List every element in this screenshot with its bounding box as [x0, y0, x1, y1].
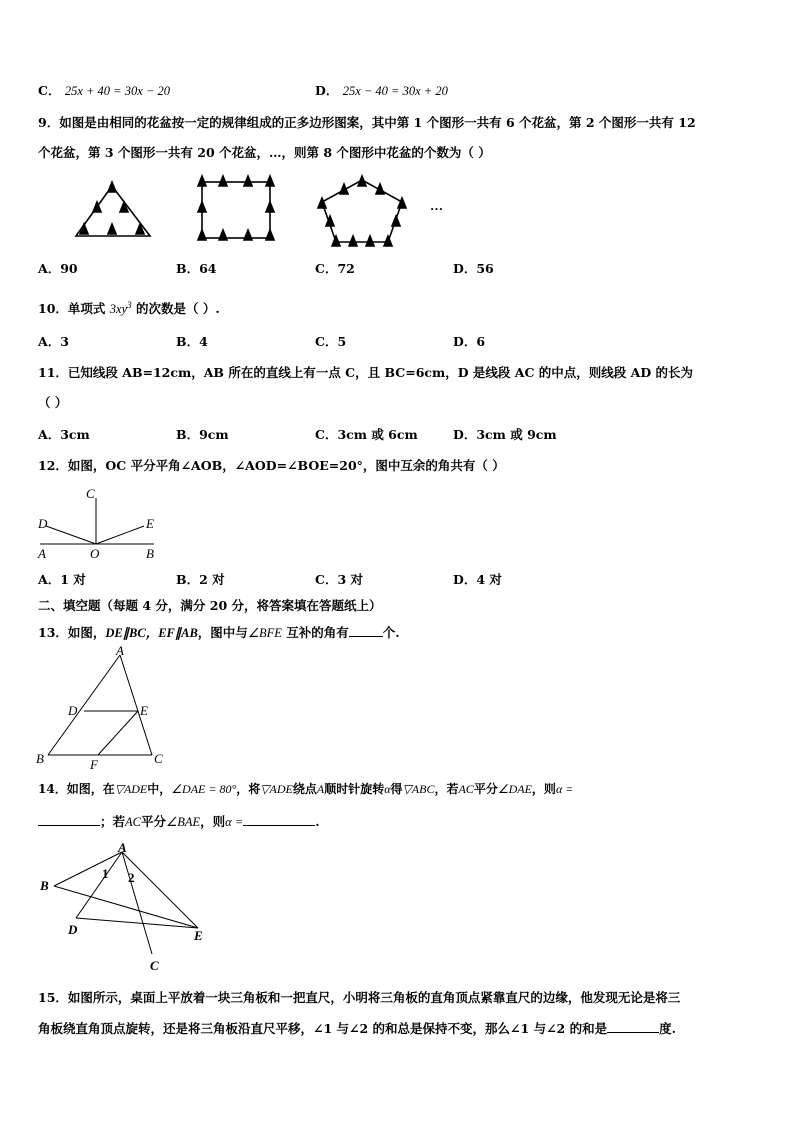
q15-line1: 15．如图所示，桌面上平放着一块三角板和一把直尺，小明将三角板的直角顶点紧靠直尺的边缘，他发现无论是将三	[38, 990, 681, 1005]
q14-l1-f: 得	[390, 782, 403, 796]
q13-stem	[38, 623, 756, 642]
q12-option-b: B．2 对	[176, 572, 225, 587]
q12-option-a: A．1 对	[38, 572, 86, 587]
q14-l1-a: 14．如图，在	[38, 782, 115, 796]
q14-angle1: ∠DAE	[497, 782, 532, 796]
q10-option-a: A．3	[38, 334, 69, 349]
q10-option-b: B．4	[176, 334, 208, 349]
q11-line1: 11．已知线段 AB=12cm，AB 所在的直线上有一点 C，且 BC=6cm，D 是线段 AC 的中点，则线段 AD 的长为	[38, 365, 694, 380]
q13-text-before: 13．如图，	[38, 625, 106, 640]
q13-label-c: C	[154, 751, 163, 766]
q14-ac2: AC	[125, 815, 141, 829]
q11-option-b: B．9cm	[176, 427, 229, 442]
q14-l2-end: .	[315, 814, 320, 829]
q13-label-f: F	[90, 757, 98, 772]
q13-label-d: D	[68, 703, 78, 718]
q9-option-d: D．56	[453, 261, 494, 276]
q13-text-end: 个.	[382, 625, 400, 640]
q9-line1: 9．如图是由相同的花盆按一定的规律组成的正多边形图案，其中第 1 个图形一共有 6 个花盆，第 2 个图形一共有 12	[38, 115, 696, 130]
q8-option-d	[315, 82, 448, 100]
q9-option-c: C．72	[315, 261, 355, 276]
q11-option-c: C．3cm 或 6cm	[315, 427, 418, 442]
q14-label-c: C	[150, 958, 159, 973]
q8-option-d-text: 25x − 40 = 30x + 20	[342, 84, 448, 98]
q14-answer-blank-2[interactable]	[243, 812, 315, 826]
q14-l1-e: 顺时针旋转	[324, 782, 385, 796]
q10-stem	[38, 296, 756, 318]
q10-option-c: C．5	[315, 334, 347, 349]
q14-l1-b: 中，	[147, 782, 172, 796]
q14-eq2: α =	[225, 815, 244, 829]
q14-l1-d: 绕点	[292, 782, 317, 796]
q14-tri2-text: ADE	[269, 782, 293, 796]
q13-cond: DE∥BC，EF∥AB	[105, 626, 198, 640]
q14-line1	[38, 780, 756, 798]
q13-label-e: E	[140, 703, 148, 718]
q13-answer-blank[interactable]	[349, 623, 383, 637]
q8-option-c-text: 25x + 40 = 30x − 20	[64, 84, 170, 98]
q14-l2-c: ，则	[200, 814, 226, 829]
q14-eq1: α =	[555, 782, 574, 796]
q14-ac1: AC	[458, 782, 474, 796]
q9-figure	[0, 172, 794, 262]
q11-option-a: A．3cm	[38, 427, 90, 442]
q15-l2-b: 度.	[659, 1021, 676, 1036]
q9-pentagon-pattern	[318, 176, 406, 246]
q9-triangle-pattern	[76, 182, 150, 236]
q12-label-a: A	[38, 546, 46, 561]
q14-tri1-text: ADE	[123, 782, 148, 796]
q12-option-c: C．3 对	[315, 572, 363, 587]
q13-text-after: 互补的角有	[281, 625, 349, 640]
q12-figure	[36, 482, 166, 562]
q14-l1-i: ，则	[531, 782, 556, 796]
q14-alpha: α	[384, 782, 391, 796]
q14-answer-blank-1[interactable]	[38, 812, 100, 826]
q15-answer-blank[interactable]	[607, 1019, 659, 1033]
q10-option-d: D．6	[453, 334, 486, 349]
q8-option-c-label: C．	[38, 83, 61, 98]
q14-figure	[38, 840, 228, 975]
q14-l2-b: 平分	[141, 814, 167, 829]
q13-figure	[34, 645, 174, 770]
q14-label-2: 2	[128, 870, 135, 885]
q8-option-d-label: D．	[315, 83, 339, 98]
q14-label-1: 1	[102, 866, 109, 881]
q14-l1-g: ，若	[434, 782, 459, 796]
q12-option-d: D．4 对	[453, 572, 502, 587]
q14-tri3: ▽ABC	[402, 782, 435, 796]
q14-tri2: ▽ADE	[260, 782, 293, 796]
q12-label-c: C	[86, 486, 95, 501]
q14-pt: A	[316, 782, 325, 796]
q11-line2: （ ）	[38, 395, 68, 410]
q10-expr: 3xy	[109, 302, 128, 317]
q11-option-d: D．3cm 或 9cm	[453, 427, 557, 442]
q10-text-before: 10．单项式	[38, 301, 106, 317]
q9-square-pattern	[198, 176, 274, 240]
q9-option-b: B．64	[176, 261, 217, 276]
section2-heading: 二、填空题（每题 4 分，满分 20 分，将答案填在答题纸上）	[38, 598, 382, 613]
q14-tri3-text: ABC	[411, 782, 435, 796]
q14-tri1: ▽ADE	[114, 782, 148, 796]
q12-label-d: D	[38, 516, 48, 531]
q15-line2	[38, 1019, 756, 1038]
q12-label-e: E	[146, 516, 154, 531]
q9-option-a: A．90	[38, 261, 78, 276]
q10-exp: 3	[127, 300, 132, 310]
q9-ellipsis: …	[430, 198, 443, 213]
q14-label-a: A	[118, 840, 127, 855]
q14-l1-c: ，将	[236, 782, 261, 796]
q13-label-a: A	[116, 643, 124, 658]
q14-line2	[38, 812, 756, 831]
q14-l1-h: 平分	[473, 782, 498, 796]
q14-label-e: E	[194, 928, 203, 943]
q13-text-mid: ，图中与	[197, 625, 248, 640]
q14-angle-cond: ∠DAE = 80°	[171, 782, 237, 796]
q12-label-b: B	[146, 546, 154, 561]
q12-stem: 12．如图，OC 平分平角∠AOB，∠AOD=∠BOE=20°，图中互余的角共有（ ）	[38, 458, 505, 473]
q15-l2-a: 角板绕直角顶点旋转，还是将三角板沿直尺平移，∠1 与∠2 的和总是保持不变，那么∠1 与∠2 的和是	[38, 1021, 608, 1036]
q14-label-d: D	[68, 922, 78, 937]
q9-line2: 个花盆，第 3 个图形一共有 20 个花盆，…，则第 8 个图形中花盆的个数为（ ）	[38, 145, 491, 160]
q10-text-after: 的次数是（ ）.	[135, 301, 220, 317]
q13-angle: ∠BFE	[247, 626, 282, 640]
q14-angle2: ∠BAE	[166, 815, 201, 829]
q8-option-c	[38, 82, 170, 100]
q12-label-o: O	[90, 546, 100, 561]
q14-label-b: B	[40, 878, 49, 893]
q13-label-b: B	[36, 751, 44, 766]
q14-l2-a: ；若	[100, 814, 126, 829]
